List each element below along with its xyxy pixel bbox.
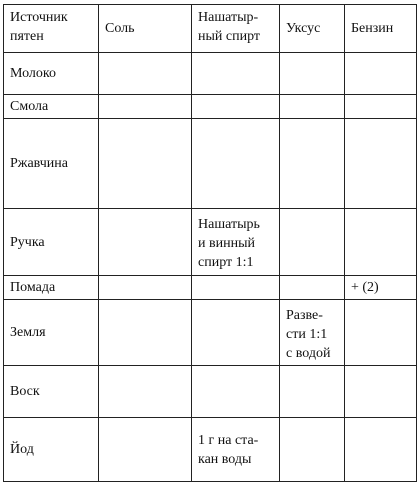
table-cell bbox=[345, 300, 417, 366]
table-cell bbox=[345, 418, 417, 482]
table-cell bbox=[345, 119, 417, 209]
row-label: Помада bbox=[4, 276, 99, 300]
table-row bbox=[4, 53, 417, 95]
table-cell-remark: Разве- сти 1:1 с водой bbox=[280, 300, 345, 366]
table-cell bbox=[280, 276, 345, 300]
table-cell bbox=[192, 276, 280, 300]
row-label: Смола bbox=[4, 95, 99, 119]
table-cell-remark: 1 г на ста- кан воды bbox=[192, 418, 280, 482]
table-row bbox=[4, 119, 417, 209]
table-cell-remark: + (2) bbox=[345, 276, 417, 300]
table-cell bbox=[345, 209, 417, 276]
row-label: Воск bbox=[4, 366, 99, 418]
table-cell bbox=[345, 95, 417, 119]
table-row bbox=[4, 95, 417, 119]
table-cell bbox=[192, 300, 280, 366]
table-cell bbox=[99, 366, 192, 418]
table-cell bbox=[280, 366, 345, 418]
table-row bbox=[4, 366, 417, 418]
table-cell bbox=[99, 119, 192, 209]
row-label: Земля bbox=[4, 300, 99, 366]
table-cell bbox=[99, 209, 192, 276]
table-cell bbox=[99, 276, 192, 300]
table-row bbox=[4, 418, 417, 482]
stain-removal-table bbox=[3, 4, 417, 482]
table-cell bbox=[192, 53, 280, 95]
table-row bbox=[4, 209, 417, 276]
table-cell bbox=[345, 53, 417, 95]
table-cell bbox=[192, 366, 280, 418]
table-cell bbox=[280, 119, 345, 209]
row-label: Ржавчина bbox=[4, 119, 99, 209]
table-header-row bbox=[4, 5, 417, 53]
header-salt: Соль bbox=[99, 5, 192, 53]
table-cell bbox=[280, 209, 345, 276]
table-cell-remark: Нашатырь и винный спирт 1:1 bbox=[192, 209, 280, 276]
header-ammonia: Нашатыр- ный спирт bbox=[192, 5, 280, 53]
table-row bbox=[4, 276, 417, 300]
header-vinegar: Уксус bbox=[280, 5, 345, 53]
header-stain-source: Источник пятен bbox=[4, 5, 99, 53]
row-label: Молоко bbox=[4, 53, 99, 95]
table-cell bbox=[192, 95, 280, 119]
table-row bbox=[4, 300, 417, 366]
table-cell bbox=[99, 418, 192, 482]
header-gasoline: Бензин bbox=[345, 5, 417, 53]
table-cell bbox=[280, 53, 345, 95]
table-cell bbox=[345, 366, 417, 418]
table-cell bbox=[99, 300, 192, 366]
table-cell bbox=[280, 418, 345, 482]
row-label: Йод bbox=[4, 418, 99, 482]
table-cell bbox=[99, 95, 192, 119]
table-cell bbox=[280, 95, 345, 119]
row-label: Ручка bbox=[4, 209, 99, 276]
table-cell bbox=[192, 119, 280, 209]
table-cell bbox=[99, 53, 192, 95]
